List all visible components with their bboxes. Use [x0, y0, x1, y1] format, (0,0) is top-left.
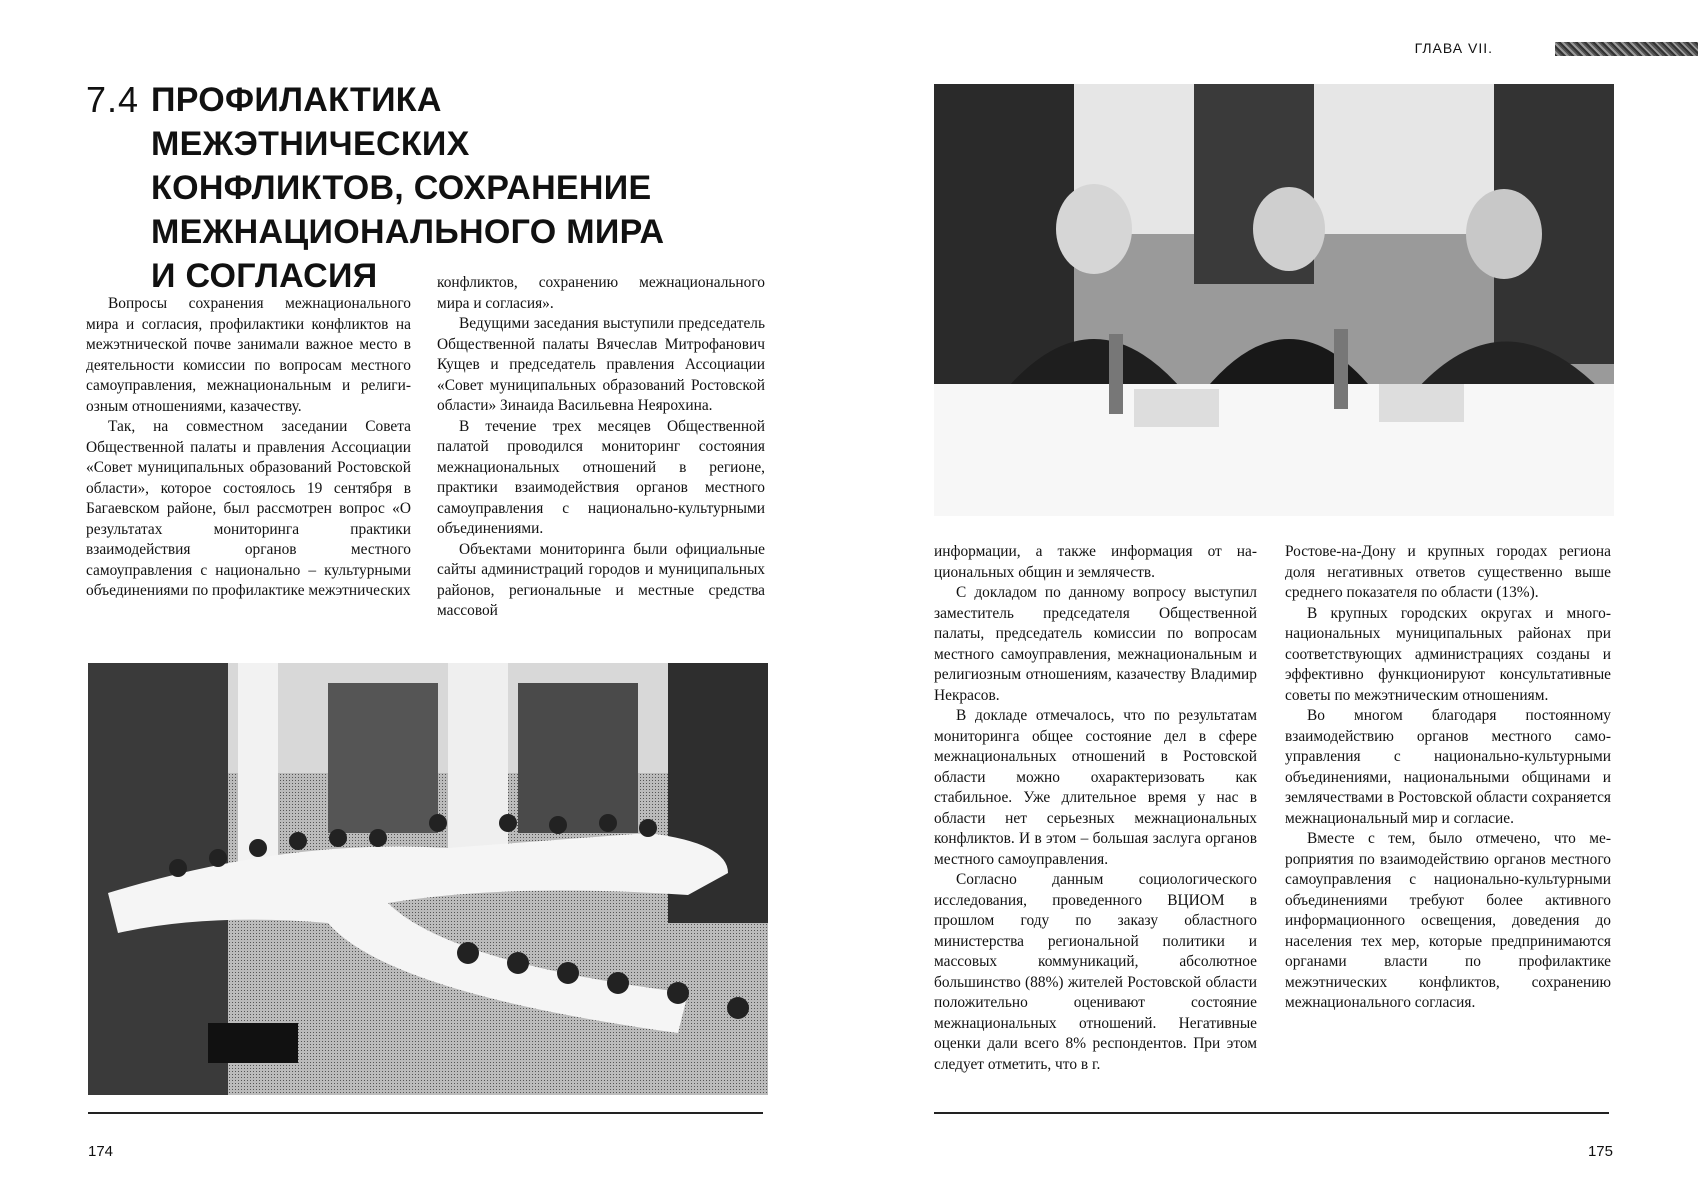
paragraph: В докладе отмечалось, что по результатам мониторинга общее состояние дел в сфере межнациональных отношений в Ростовской области можно охарактеризовать как стабильное. Уже длительное время у нас в области нет серьезных межнациональных конфликтов. И в этом – большая заслуга органов местного самоуправления. — [934, 707, 1257, 868]
paragraph: конфликтов, сохранению межнационального мира и согласия». — [437, 274, 765, 312]
running-head: ГЛАВА VII. — [1414, 40, 1493, 56]
meeting-hall-photo — [88, 663, 768, 1095]
presidium-photo — [934, 84, 1614, 516]
left-column-1 — [86, 294, 411, 602]
section-title-line: И СОГЛАСИЯ — [151, 257, 378, 295]
paragraph: Согласно данным социологического исследования, проведенного ВЦИОМ в прошлом году по заказу областного министерства региональной политики и массовых коммуникаций, абсолютное большинство (88%) жителей Ростовской области положительно оценивают состояние межнациональных отношений. Негативные оценки дали всего 8% респондентов. При этом следует отметить, что в г. — [934, 871, 1257, 1073]
section-number: 7.4 — [86, 79, 140, 120]
section-title-line: МЕЖНАЦИОНАЛЬНОГО МИРА — [151, 213, 665, 251]
paragraph: С докладом по данному вопросу выступил заместитель председателя Общественной палаты, председатель комиссии по вопросам местного самоуправления, межнациональным и религиозным отношениям, казачеству Владимир Некрасов. — [934, 584, 1257, 704]
running-head-bar — [1555, 42, 1698, 56]
page-number: 174 — [88, 1143, 114, 1160]
left-column-2 — [437, 273, 765, 622]
section-title-line: КОНФЛИКТОВ, СОХРАНЕНИЕ — [151, 169, 652, 207]
page-number: 175 — [1587, 1143, 1613, 1160]
paragraph: информации, а также информация от национальных общин и землячеств. — [934, 543, 1257, 581]
meeting-hall-illustration — [88, 663, 768, 1095]
paragraph: Вместе с тем, было отмечено, что мероприятия по взаимодействию органов местного самоуправления с национально-культурными объединениями требуют более активного информационного освещения, доведения до населения тех мер, которые предпринимаются органами власти по профилактике межэтнических конфликтов, сохранению межнационального согласия. — [1285, 830, 1611, 1011]
paragraph: В течение трех месяцев Общественной палатой проводился мониторинг состояния межнациональных отношений в регионе, практики взаимодействия органов местного самоуправления с национально-культурными объединениями. — [437, 417, 765, 537]
paragraph: Так, на совместном заседании Совета Общественной палаты и правления Ассоциации «Совет муниципальных образований Ростовской области», которое состоялось 19 сентября в Багаевском районе, был рассмотрен вопрос «О результатах мониторинга практики взаимодействия органов местного самоуправления с национально – культурными объединениями по профилактике межэтнических — [86, 418, 411, 599]
right-column-2 — [1285, 542, 1611, 1014]
section-heading — [86, 78, 726, 298]
paragraph: Вопросы сохранения межнационального мира и согласия, профилактики конфликтов на межэтнической почве занимали важное место в деятельности комиссии по вопросам местного самоуправления, межнациональным и религиозным отношениями, казачеству. — [86, 295, 411, 415]
footer-rule — [88, 1112, 763, 1114]
right-column-1 — [934, 542, 1257, 1075]
paragraph: Ведущими заседания выступили председатель Общественной палаты Вячеслав Митрофанович Кущев и председатель правления Ассоциации «Совет муниципальных образований Ростовской области» Зинаида Васильевна Неярохина. — [437, 315, 765, 414]
paragraph: В крупных городских округах и многонациональных муниципальных районах при соответствующих администрациях созданы и эффективно функционируют консультативные советы по межэтническим отношениям. — [1285, 604, 1611, 704]
right-page — [849, 0, 1698, 1200]
paragraph: Ростове-на-Дону и крупных городах региона доля негативных ответов существенно выше среднего показателя по области (13%). — [1285, 543, 1611, 601]
presidium-illustration — [934, 84, 1614, 516]
footer-rule — [934, 1112, 1609, 1114]
section-title-line: ПРОФИЛАКТИКА МЕЖЭТНИЧЕСКИХ — [151, 81, 470, 163]
paragraph: Во многом благодаря постоянному взаимодействию органов местного самоуправления с национально-культурными объединениями, национальными общинами и землячествами в Ростовской области сохраняется межнациональный мир и согласие. — [1285, 707, 1611, 827]
paragraph: Объектами мониторинга были официальные сайты администраций городов и муниципальных районов, региональные и местные средства массовой — [437, 540, 765, 619]
section-title — [151, 78, 726, 298]
